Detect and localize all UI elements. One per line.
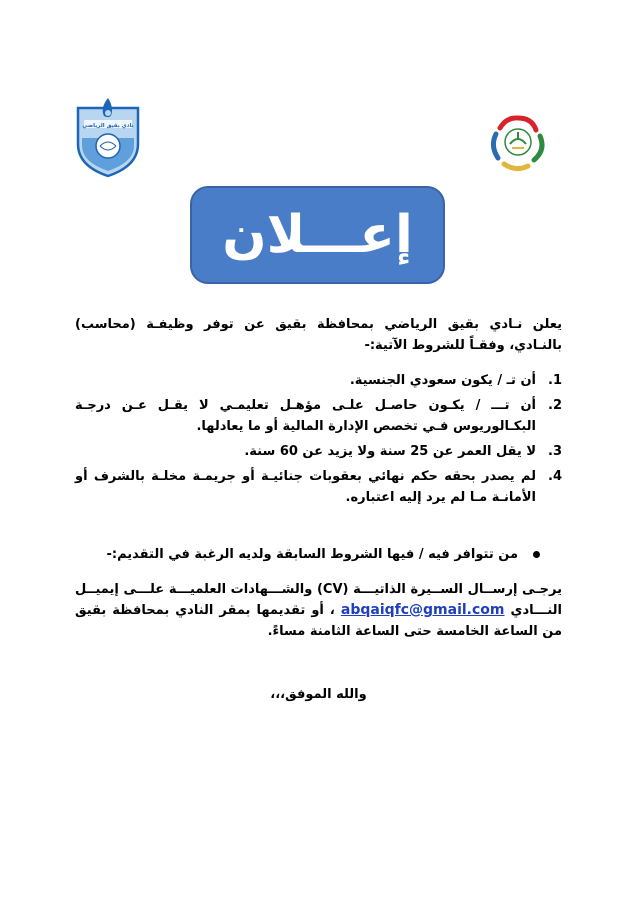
condition-text: أن تـــ / يكـون حاصـل علـى مؤهـل تعليمـي لا يقـل عـن درجـة البكـالوريوس فـي تخصص الإدارة المالية أو ما يعادلها.: [75, 398, 536, 434]
announcement-body: [75, 314, 562, 705]
apply-text-part2: ، أو تقديمها بمقر النادي بمحافظة بقيق من الساعة الخامسة حتى الساعة الثامنة مساءً.: [75, 603, 562, 639]
banner-title: إعـــلان: [222, 205, 413, 265]
bullet-dot-icon: [533, 551, 540, 558]
apply-text-part1: يرجـى إرســال الســيرة الذاتيـــة (CV) والشـــهادات العلميـــة علـــى إيميــل النـــادي: [75, 582, 562, 618]
intro-paragraph: يعلن نـادي بقيق الرياضي بمحافظة بقيق عن توفر وظيفـة (محاسب) بالنـادي، وفقـاً للشروط الآتية:-: [75, 317, 562, 353]
sports-emblem-icon: [488, 112, 548, 172]
sports-emblem-logo: [488, 112, 548, 172]
condition-item: [75, 466, 562, 508]
condition-number: .4: [548, 469, 562, 484]
apply-instructions: [75, 579, 562, 642]
condition-number: .2: [548, 398, 562, 413]
closing-line: والله الموفق،،،: [270, 687, 367, 702]
club-shield-icon: [72, 98, 144, 178]
condition-item: [75, 395, 562, 437]
announcement-banner: [190, 186, 445, 284]
conditions-list: [75, 370, 562, 508]
club-logo: [72, 98, 144, 178]
condition-text: أن تـ / يكون سعودي الجنسية.: [349, 373, 536, 388]
condition-text: لا يقل العمر عن 25 سنة ولا يزيد عن 60 سنة.: [244, 444, 536, 459]
condition-item: [75, 370, 562, 391]
condition-number: .1: [548, 373, 562, 388]
condition-number: .3: [548, 444, 562, 459]
condition-item: [75, 441, 562, 462]
bullet-text: من تتوافر فيه / فيها الشروط السابقة ولديه الرغبة في التقديم:-: [106, 547, 518, 562]
email-link[interactable]: abqaiqfc@gmail.com: [340, 602, 505, 618]
applicants-bullet: [75, 544, 562, 565]
club-logo-text: نادي بقيق الرياضي: [82, 123, 134, 129]
condition-text: لم يصدر بحقه حكم نهائي بعقوبات جنائيـة أو جريمـة مخلـة بالشرف أو الأمانـة مـا لم يرد إليه اعتباره.: [75, 469, 536, 505]
